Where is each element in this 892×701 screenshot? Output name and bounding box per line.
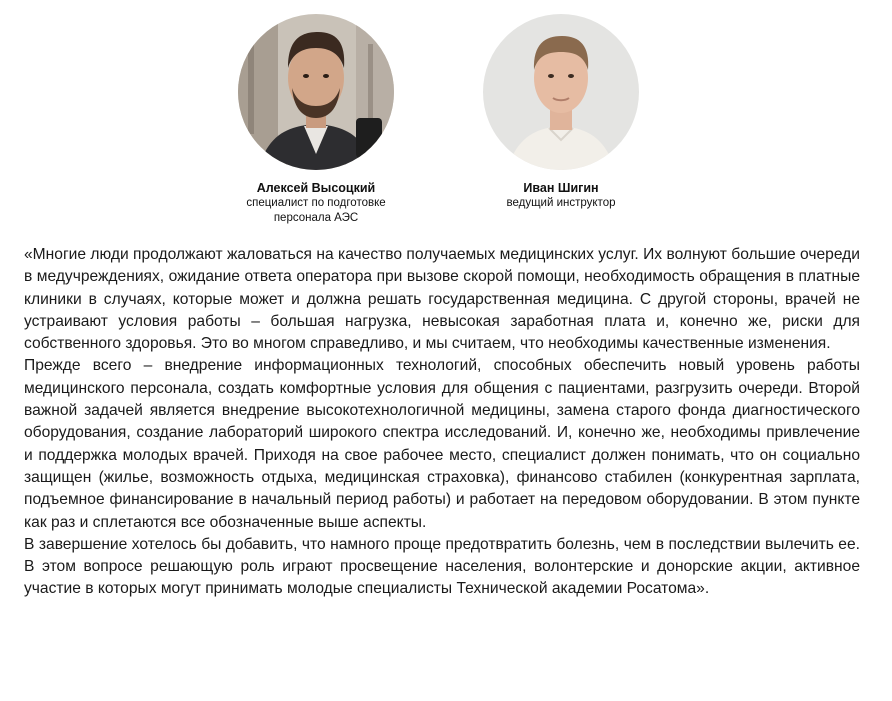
quote-paragraph: Прежде всего – внедрение информационных технологий, способных обеспечить новый уровень работы медицинского персонала, создать комфортные условия для общения с пациентами, разгрузить очереди. Второй важной задачей является внедрение высокотехнологичной медицины, замена старого фонда диагностического оборудования, создание лабораторий широкого спектра исследований. И, конечно же, необходимы привлечение и поддержка молодых врачей. Приходя на свое рабочее место, специалист должен понимать, что он социально защищен (жилье, возможность отдыха, медицинская страховка), финансово стабилен (конкурентная зарплата, подъемное финансирование в начальный период работы) и работает на передовом оборудовании. В этом пункте как раз и сплетаются все обозначенные выше аспекты.: [24, 357, 860, 531]
speakers-section: [0, 14, 892, 224]
speaker-name: Иван Шигин: [523, 181, 599, 195]
speaker-photo: [483, 14, 639, 170]
speaker-role: специалист по подготовке персонала АЭС: [246, 197, 386, 224]
speaker-card: [451, 14, 671, 211]
speaker-name: Алексей Высоцкий: [256, 181, 376, 195]
quote-paragraph: «Многие люди продолжают жаловаться на качество получаемых медицинских услуг. Их волнуют большие очереди в медучреждениях, ожидание ответа оператора при вызове скорой помощи, необходимость обращения в платные клиники в случаях, которые может и должна решать государственная медицина. С другой стороны, врачей не устраивают условия работы – большая нагрузка, невысокая заработная плата и, конечно же, риски для собственного здоровья. Это во многом справедливо, и мы считаем, что необходимы качественные изменения.: [24, 246, 860, 353]
quote-text: [24, 244, 860, 601]
speaker-role: ведущий инструктор: [506, 197, 616, 209]
quote-paragraph: В завершение хотелось бы добавить, что намного проще предотвратить болезнь, чем в последствии вылечить ее. В этом вопросе решающую роль играют просвещение населения, волонтерские и донорские акции, активное участие в которых могут принимать молодые специалисты Технической академии Росатома».: [24, 535, 860, 598]
speaker-photo: [238, 14, 394, 170]
speaker-card: [206, 14, 426, 226]
